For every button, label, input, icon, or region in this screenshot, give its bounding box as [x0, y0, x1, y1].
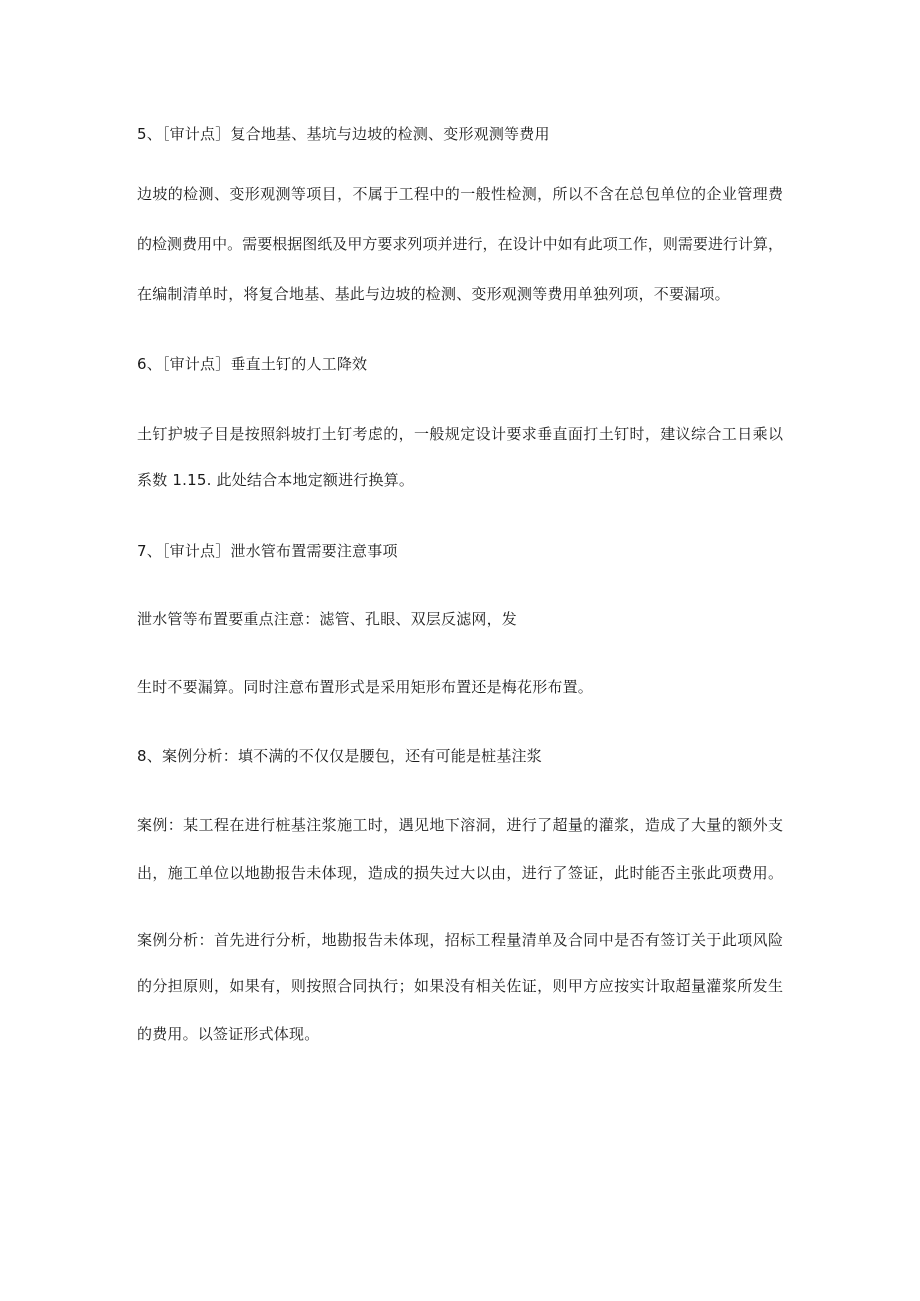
section-5-line-1: 边坡的检测、变形观测等项目，不属于工程中的一般性检测，所以不含在总包单位的企业管理费 — [137, 185, 783, 203]
section-7-line-1: 泄水管等布置要重点注意：滤管、孔眼、双层反滤网，发 — [137, 610, 518, 628]
section-7-heading: 7、［审计点］泄水管布置需要注意事项 — [137, 542, 398, 560]
section-5-line-3: 在编制清单时，将复合地基、基此与边坡的检测、变形观测等费用单独列项，不要漏项。 — [137, 285, 730, 303]
section-5-heading: 5、［审计点］复合地基、基坑与边坡的检测、变形观测等费用 — [137, 125, 550, 143]
section-7-line-2: 生时不要漏算。同时注意布置形式是采用矩形布置还是梅花形布置。 — [137, 678, 594, 696]
section-6-line-1: 土钉护坡子目是按照斜坡打土钉考虑的，一般规定设计要求垂直面打土钉时，建议综合工日乘以 — [137, 425, 783, 443]
section-8-line-2: 出，施工单位以地勘报告未体现，造成的损失过大以由，进行了签证，此时能否主张此项费用。 — [137, 864, 783, 882]
section-6-line-2: 系数 1.15. 此处结合本地定额进行换算。 — [137, 471, 415, 489]
section-5-line-2: 的检测费用中。需要根据图纸及甲方要求列项并进行，在设计中如有此项工作，则需要进行计算， — [137, 235, 783, 253]
section-8-heading: 8、案例分析：填不满的不仅仅是腰包，还有可能是桩基注浆 — [137, 747, 542, 765]
section-6-heading: 6、［审计点］垂直土钉的人工降效 — [137, 355, 368, 373]
section-8-line-4: 的分担原则，如果有，则按照合同执行；如果没有相关佐证，则甲方应按实计取超量灌浆所发生 — [137, 977, 783, 995]
section-8-line-1: 案例：某工程在进行桩基注浆施工时，遇见地下溶洞，进行了超量的灌浆，造成了大量的额外支 — [137, 816, 783, 834]
section-8-line-3: 案例分析：首先进行分析，地勘报告未体现，招标工程量清单及合同中是否有签订关于此项风险 — [137, 931, 783, 949]
section-8-line-5: 的费用。以签证形式体现。 — [137, 1025, 320, 1043]
